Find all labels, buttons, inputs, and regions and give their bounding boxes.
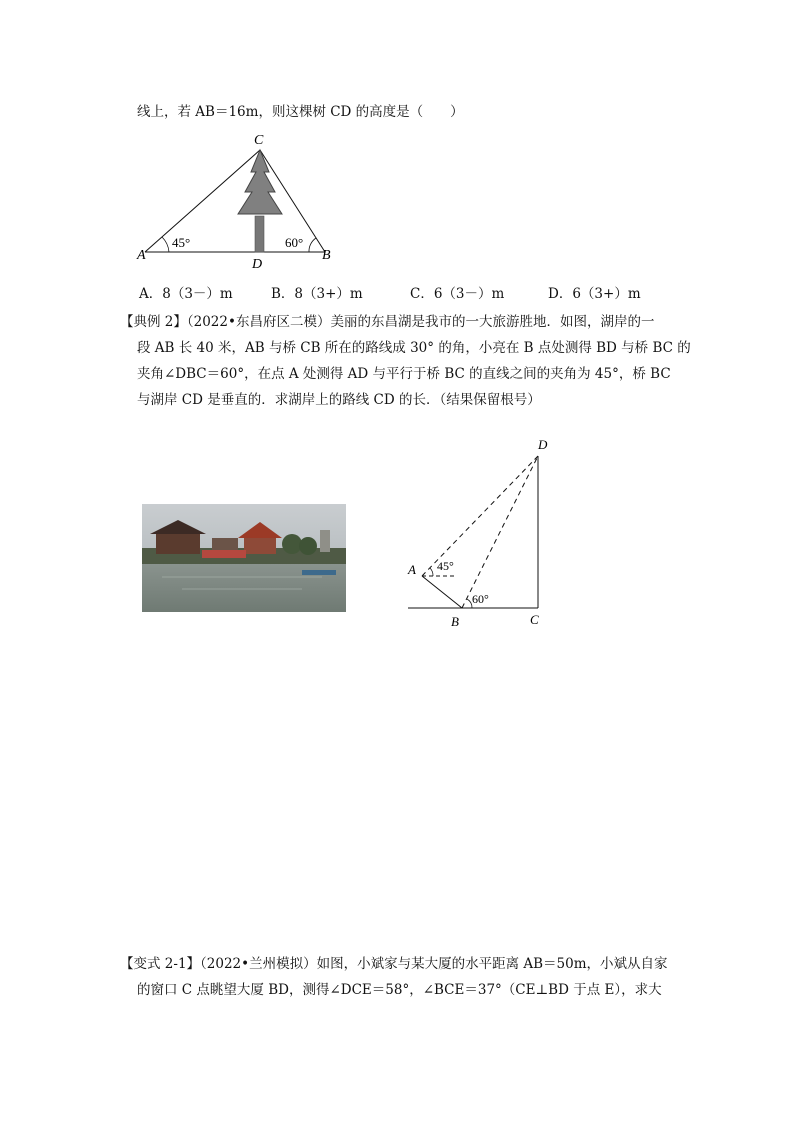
tree-icon [238, 150, 282, 252]
point-b-label: B [322, 248, 331, 263]
variant-line-1: 【变式 2-1】（2022•兰州模拟）如图，小斌家与某大厦的水平距离 AB＝50m，小斌从自家 [120, 956, 668, 972]
lake-photo [142, 504, 346, 612]
angle-b-label: 60° [285, 235, 304, 250]
angle-a-label: 45° [437, 559, 454, 573]
angle-b-label: 60° [472, 592, 489, 606]
point-b-label: B [451, 614, 459, 629]
example-line-1: 【典例 2】（2022•东昌府区二模）美丽的东昌湖是我市的一大旅游胜地．如图，湖岸的一 [120, 314, 655, 330]
variant-line-2: 的窗口 C 点眺望大厦 BD，测得∠DCE＝58°，∠BCE＝37°（CE⊥BD 于点 E），求大 [137, 982, 662, 998]
example-line-2: 段 AB 长 40 米，AB 与桥 CB 所在的路线成 30° 的角，小亮在 B 点处测得 BD 与桥 BC 的 [137, 340, 691, 356]
example-line-4: 与湖岸 CD 是垂直的．求湖岸上的路线 CD 的长．（结果保留根号） [137, 392, 541, 408]
lake-geometry-figure [400, 436, 560, 630]
point-d-label: D [252, 257, 263, 272]
example-line-3: 夹角∠DBC＝60°，在点 A 处测得 AD 与平行于桥 BC 的直线之间的夹角为 45°，桥 BC [137, 366, 671, 382]
option-a: A．8（3－）m [139, 286, 233, 302]
option-b: B．8（3+）m [271, 286, 363, 302]
point-a-label: A [408, 562, 416, 577]
tree-triangle-figure [135, 128, 335, 273]
question-line: 线上，若 AB＝16m，则这棵树 CD 的高度是（ ） [137, 104, 464, 120]
angle-a-label: 45° [172, 235, 191, 250]
point-d-label: D [538, 437, 548, 452]
point-c-label: C [530, 612, 539, 627]
option-d: D．6（3+）m [548, 286, 641, 302]
option-c: C．6（3－）m [410, 286, 505, 302]
point-c-label: C [254, 133, 264, 148]
point-a-label: A [137, 248, 146, 263]
